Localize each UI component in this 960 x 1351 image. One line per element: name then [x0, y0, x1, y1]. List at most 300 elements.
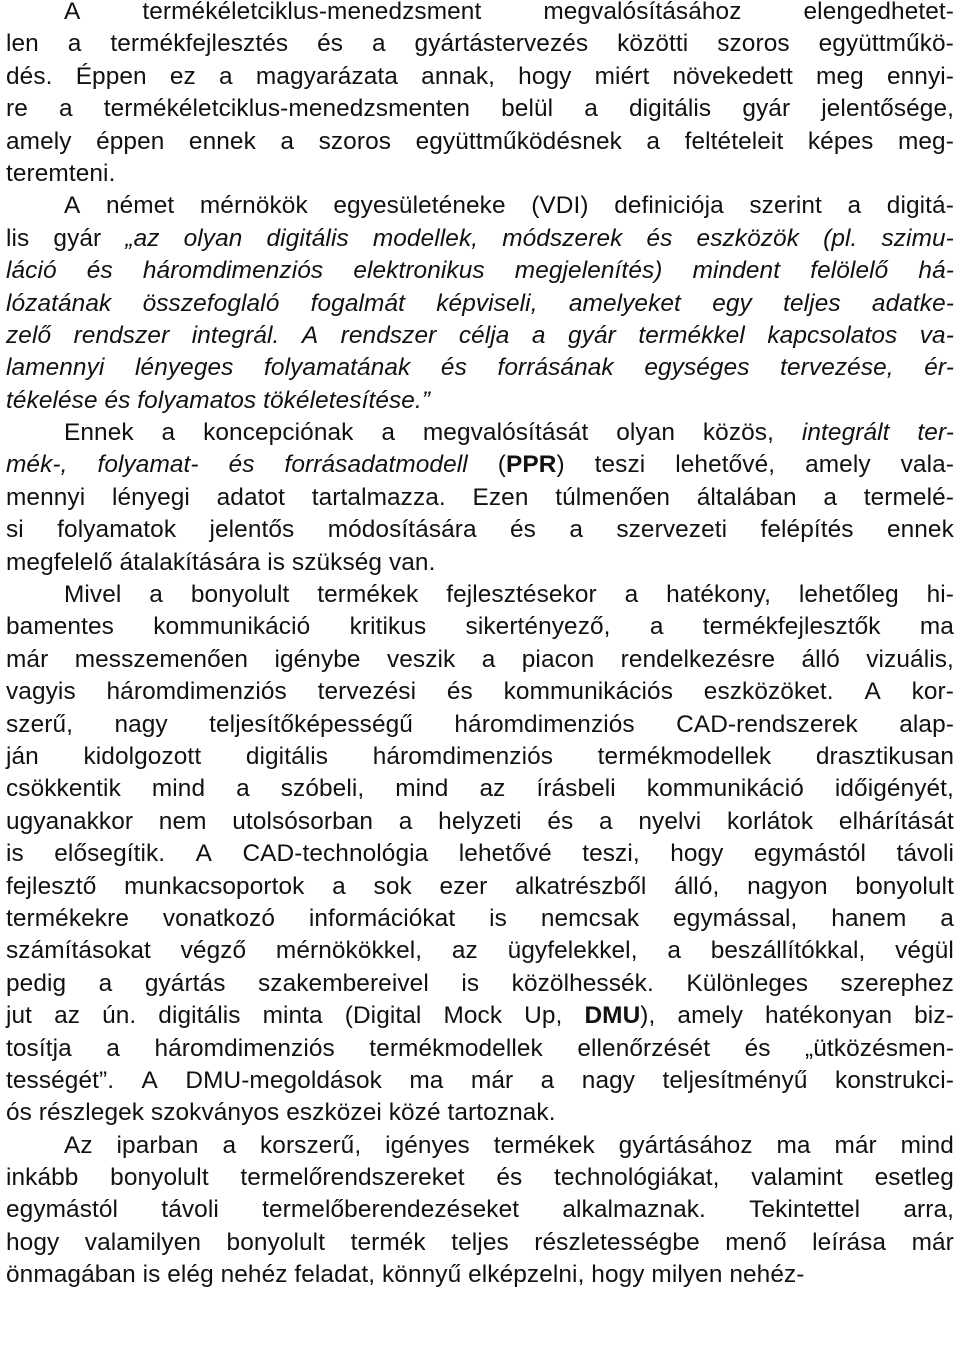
word: elősegítik.: [54, 840, 166, 868]
text-line: [6, 320, 954, 352]
text-line: [6, 611, 954, 643]
word: lózatának: [6, 289, 112, 317]
word: növekedett: [672, 62, 793, 90]
text-line: [6, 223, 954, 255]
word: inkább: [6, 1164, 79, 1192]
word: szakembereivel: [258, 969, 429, 997]
word: hogy: [591, 1261, 645, 1289]
word: eszközök: [696, 224, 800, 252]
word: egymástól: [753, 840, 866, 868]
word: olyan: [616, 419, 676, 447]
text-line: [6, 1000, 954, 1032]
word: Ennek: [64, 419, 134, 447]
word: meg-: [897, 127, 954, 155]
word: már: [470, 1066, 514, 1094]
word: a: [646, 127, 661, 155]
paragraph: [6, 417, 954, 579]
word: beszállítókkal,: [710, 937, 866, 965]
word: és: [446, 678, 473, 706]
text-line: [6, 1259, 954, 1291]
word: fejlesztésekor: [446, 581, 597, 609]
word: bonyolult: [855, 872, 954, 900]
word: végző: [180, 937, 247, 965]
word: részlegek: [38, 1099, 145, 1127]
word: termékéletciklus-menedzsment: [142, 0, 482, 25]
text-line: [6, 0, 954, 28]
text-line: [6, 838, 954, 870]
word: lamennyi: [6, 354, 105, 382]
word: képviseli,: [436, 289, 538, 317]
word: a: [161, 419, 176, 447]
word: jut: [6, 1002, 33, 1030]
word: gyár: [742, 95, 791, 123]
word: messzemenően: [74, 645, 249, 673]
word: szervezeti: [616, 516, 728, 544]
word: a: [106, 1034, 120, 1062]
word: termelé-: [863, 483, 954, 511]
word: modellek,: [372, 224, 479, 252]
word: nemcsak: [540, 904, 640, 932]
word: feltételeit: [684, 127, 784, 155]
word: egymástól: [6, 1196, 119, 1224]
word: termékek: [317, 581, 419, 609]
word: folyamatok: [57, 516, 177, 544]
word: a: [67, 30, 82, 58]
word: önmagában: [6, 1261, 136, 1289]
word: termékekre: [6, 904, 129, 932]
word: termékfejlesztés: [110, 30, 289, 58]
text-line: [6, 28, 954, 60]
word: megfelelő: [6, 548, 113, 576]
word: a: [58, 95, 73, 123]
word: a: [649, 613, 664, 641]
word: Ezen: [472, 483, 529, 511]
word: lehetővé,: [675, 451, 776, 479]
word: tékelése: [6, 386, 98, 414]
word: hogy: [670, 840, 724, 868]
word: szoros: [318, 127, 392, 155]
word: nagy: [581, 1066, 636, 1094]
word: gyártásához: [618, 1131, 753, 1159]
word: teljesítőképességű: [209, 710, 413, 738]
word: a: [847, 192, 862, 220]
word: mennyi: [6, 483, 86, 511]
word: (VDI): [531, 192, 589, 220]
word: fogalmát: [310, 289, 405, 317]
word: a: [371, 30, 386, 58]
word: korlátok: [727, 807, 814, 835]
word: mind: [151, 775, 206, 803]
word: a: [219, 62, 233, 90]
word: digitális: [628, 95, 712, 123]
text-line: [6, 579, 954, 611]
word: elektronikus: [353, 257, 485, 285]
word: A: [141, 1066, 158, 1094]
word: nehéz: [220, 1261, 288, 1289]
word: veszik: [386, 645, 456, 673]
word: teljesítményű: [662, 1066, 808, 1094]
word: sikertényező,: [465, 613, 611, 641]
word: termékkel: [638, 321, 745, 349]
word: a: [381, 419, 395, 447]
word: egyesületéneke: [333, 192, 506, 220]
word: egy: [712, 289, 752, 317]
word: adatke-: [871, 289, 954, 317]
word: folyamat-: [97, 451, 199, 479]
word: termékmodellek: [369, 1034, 543, 1062]
word: menő: [725, 1228, 787, 1256]
word: a: [624, 581, 639, 609]
word: há-: [918, 257, 954, 285]
word: folyamatos: [137, 386, 257, 414]
word: nyelvi: [638, 807, 702, 835]
word: A: [864, 678, 881, 706]
word: ún.: [102, 1002, 137, 1030]
text-line: [6, 1097, 954, 1129]
word: szimu-: [881, 224, 954, 252]
word: drasztikusan: [815, 742, 954, 770]
word: digitális: [245, 742, 329, 770]
word: iparban: [116, 1131, 199, 1159]
word: és: [510, 516, 536, 544]
word: termelőrendszereket: [240, 1164, 465, 1192]
word: annak,: [421, 62, 495, 90]
word: amely: [6, 127, 72, 155]
word: is: [489, 904, 507, 932]
word: tökéletesítése.”: [263, 386, 431, 414]
word: és: [440, 354, 467, 382]
word: tervezési: [317, 678, 417, 706]
word: ennek: [886, 516, 954, 544]
word: termék: [350, 1228, 426, 1256]
word: re: [6, 95, 28, 123]
word: (PPR): [497, 451, 565, 479]
word: koncepciónak: [203, 419, 354, 447]
word: alkatrészből: [515, 872, 647, 900]
word: ugyanakkor: [6, 807, 134, 835]
word: végül: [895, 937, 954, 965]
word: termékek: [493, 1131, 595, 1159]
word: a: [823, 483, 838, 511]
word: és: [317, 30, 344, 58]
word: pedig: [6, 969, 67, 997]
word: általában: [696, 483, 797, 511]
text-line: [6, 741, 954, 773]
word: a: [332, 872, 346, 900]
word: kor-: [911, 678, 954, 706]
text-line: [6, 385, 954, 417]
word: mindent: [692, 257, 781, 285]
word: kidolgozott: [83, 742, 202, 770]
text-line: [6, 158, 954, 190]
text-line: [6, 352, 954, 384]
word: álló,: [674, 872, 720, 900]
word: Up,: [524, 1002, 563, 1030]
text-line: [6, 482, 954, 514]
text-line: [6, 514, 954, 546]
word: egységes: [644, 354, 750, 382]
word: minta: [262, 1002, 323, 1030]
word: szoros: [717, 30, 790, 58]
word: már: [911, 1228, 954, 1256]
word: összefoglaló: [142, 289, 280, 317]
word: lehetővé: [458, 840, 552, 868]
text-line: [6, 126, 954, 158]
word: eszközei: [286, 1099, 382, 1127]
word: vizuális,: [866, 645, 954, 673]
word: és: [547, 807, 574, 835]
word: háromdimenziós: [106, 678, 287, 706]
word: szóbeli,: [280, 775, 365, 803]
word: háromdimenziós: [372, 742, 554, 770]
word: piacon: [521, 645, 595, 673]
word: és: [228, 451, 255, 479]
word: a: [481, 645, 496, 673]
word: az: [54, 1002, 81, 1030]
word: rendelkezésre: [620, 645, 776, 673]
word: mind: [900, 1131, 954, 1159]
text-line: [6, 1227, 954, 1259]
word: távoli: [161, 1196, 219, 1224]
word: Különleges: [686, 969, 809, 997]
word: magyarázata: [255, 62, 398, 90]
word: integrált: [801, 419, 890, 447]
word: digitális: [158, 1002, 241, 1030]
word: Tekintettel: [749, 1196, 861, 1224]
word: termékfejlesztők: [702, 613, 881, 641]
text-line: [6, 773, 954, 805]
word: gyár: [53, 224, 102, 252]
word: vagyis: [6, 678, 76, 706]
word: folyamatának: [264, 354, 411, 382]
word: láció: [6, 257, 57, 285]
word: lis: [6, 224, 30, 252]
word: feladat,: [294, 1261, 376, 1289]
text-line: [6, 935, 954, 967]
word: „ütközésmen-: [805, 1034, 954, 1062]
word: és: [86, 257, 113, 285]
word: A: [64, 192, 81, 220]
word: helyzeti: [438, 807, 522, 835]
text-line: [6, 417, 954, 449]
text-line: [6, 968, 954, 1000]
word: csökkentik: [6, 775, 121, 803]
word: gyártás: [144, 969, 226, 997]
word: A: [64, 0, 81, 25]
word: a: [149, 581, 163, 609]
word: hatékony,: [666, 581, 771, 609]
word: jelentősége,: [821, 95, 954, 123]
word: is: [142, 1261, 161, 1289]
word: va-: [919, 321, 954, 349]
word: ez: [169, 62, 196, 90]
word: mind: [395, 775, 449, 803]
word: CAD-technológia: [242, 840, 429, 868]
word: amelyeket: [568, 289, 681, 317]
word: tességét”.: [6, 1066, 115, 1094]
word: van.: [388, 548, 436, 576]
word: valamint: [751, 1164, 843, 1192]
word: (pl.: [823, 224, 858, 252]
word: DMU-megoldások: [185, 1066, 382, 1094]
text-line: [6, 93, 954, 125]
word: ennek: [188, 127, 256, 155]
word: az: [479, 775, 506, 803]
word: gyártástervezés: [414, 30, 589, 58]
word: teszi: [594, 451, 646, 479]
word: ennyi-: [886, 62, 954, 90]
word: biz-: [914, 1002, 954, 1030]
word: éppen: [96, 127, 165, 155]
word: elengedhetet-: [803, 0, 954, 25]
word: módszerek: [502, 224, 623, 252]
word: bamentes: [6, 613, 114, 641]
word: ós: [6, 1099, 32, 1127]
text-line: [6, 903, 954, 935]
word: ezer: [439, 872, 488, 900]
word: miért: [594, 62, 650, 90]
text-line: [6, 644, 954, 676]
word: A: [301, 321, 319, 349]
word: Mivel: [64, 581, 122, 609]
word: kommunikáció: [646, 775, 804, 803]
word: hanem: [831, 904, 907, 932]
word: tosítja: [6, 1034, 72, 1062]
word: megvalósításához: [543, 0, 742, 25]
word: lehetőleg: [798, 581, 899, 609]
word: a: [236, 775, 250, 803]
word: len: [6, 30, 39, 58]
word: közös,: [702, 419, 774, 447]
word: lényeges: [135, 354, 234, 382]
word: fejlesztő: [6, 872, 97, 900]
text-line: [6, 547, 954, 579]
word: arra,: [903, 1196, 954, 1224]
word: kommunikáció: [153, 613, 311, 641]
word: igényes: [385, 1131, 470, 1159]
word: ellenőrzését: [577, 1034, 711, 1062]
word: mérnökök: [199, 192, 308, 220]
word: munkacsoportok: [124, 872, 305, 900]
word: konstrukci-: [834, 1066, 954, 1094]
word: hogy: [518, 62, 572, 90]
word: képes: [807, 127, 874, 155]
word: kapcsolatos: [767, 321, 898, 349]
word: mék-,: [6, 451, 68, 479]
word: német: [105, 192, 175, 220]
word: információkat: [308, 904, 456, 932]
word: részletességbe: [534, 1228, 700, 1256]
word: nem: [158, 807, 207, 835]
word: szokványos: [150, 1099, 280, 1127]
word: a: [280, 127, 295, 155]
word: milyen: [651, 1261, 723, 1289]
word: bonyolult: [110, 1164, 209, 1192]
word: igénybe: [274, 645, 361, 673]
paragraph: [6, 190, 954, 417]
word: A: [195, 840, 212, 868]
word: a: [584, 95, 598, 123]
word: DMU),: [584, 1002, 656, 1030]
word: nagyon: [747, 872, 828, 900]
word: nehéz-: [729, 1261, 805, 1289]
word: teremteni.: [6, 159, 116, 187]
word: vala-: [900, 451, 954, 479]
text-line: [6, 61, 954, 93]
word: alap-: [899, 710, 954, 738]
word: digitális: [266, 224, 349, 252]
text-line: [6, 255, 954, 287]
word: leírása: [812, 1228, 887, 1256]
word: a: [98, 969, 113, 997]
word: termékmodellek: [597, 742, 772, 770]
word: egymással,: [673, 904, 798, 932]
word: szükség: [291, 548, 383, 576]
word: és: [744, 1034, 771, 1062]
word: megvalósítását: [422, 419, 589, 447]
word: is: [461, 969, 480, 997]
word: tartalmazza.: [311, 483, 446, 511]
word: könnyű: [382, 1261, 462, 1289]
word: szerephez: [840, 969, 954, 997]
word: számításokat: [6, 937, 151, 965]
word: gyár: [568, 321, 616, 349]
word: közé: [388, 1099, 441, 1127]
text-line: [6, 676, 954, 708]
word: a: [540, 1066, 555, 1094]
word: olyan: [183, 224, 243, 252]
text-line: [6, 806, 954, 838]
word: belül: [501, 95, 554, 123]
word: kommunikációs: [503, 678, 674, 706]
text-line: [6, 871, 954, 903]
word: ma: [409, 1066, 444, 1094]
word: forrásadatmodell: [284, 451, 468, 479]
text-line: [6, 449, 954, 481]
paragraph: [6, 0, 954, 190]
word: a: [398, 807, 413, 835]
word: ter-: [917, 419, 954, 447]
word: hogy: [6, 1228, 60, 1256]
word: dés.: [6, 62, 53, 90]
word: „az: [125, 224, 160, 252]
word: sok: [373, 872, 412, 900]
word: a: [569, 516, 583, 544]
text-line: [6, 288, 954, 320]
word: vonatkozó: [162, 904, 275, 932]
word: felölelő: [810, 257, 889, 285]
word: alkalmaznak.: [562, 1196, 706, 1224]
word: integrál.: [191, 321, 280, 349]
word: digitá-: [886, 192, 954, 220]
word: eszközöket.: [703, 678, 834, 706]
word: definiciója: [614, 192, 724, 220]
word: bonyolult: [226, 1228, 326, 1256]
word: célja: [458, 321, 510, 349]
text-line: [6, 1130, 954, 1162]
word: távoli: [896, 840, 954, 868]
word: ügyfelekkel,: [507, 937, 638, 965]
word: Mock: [443, 1002, 503, 1030]
word: elhárítását: [838, 807, 954, 835]
word: átalakítására: [119, 548, 261, 576]
word: közölhessék.: [511, 969, 654, 997]
word: tartoznak.: [447, 1099, 556, 1127]
word: rendszer: [73, 321, 170, 349]
word: túlmenően: [555, 483, 671, 511]
word: a: [667, 937, 681, 965]
word: is: [267, 548, 286, 576]
